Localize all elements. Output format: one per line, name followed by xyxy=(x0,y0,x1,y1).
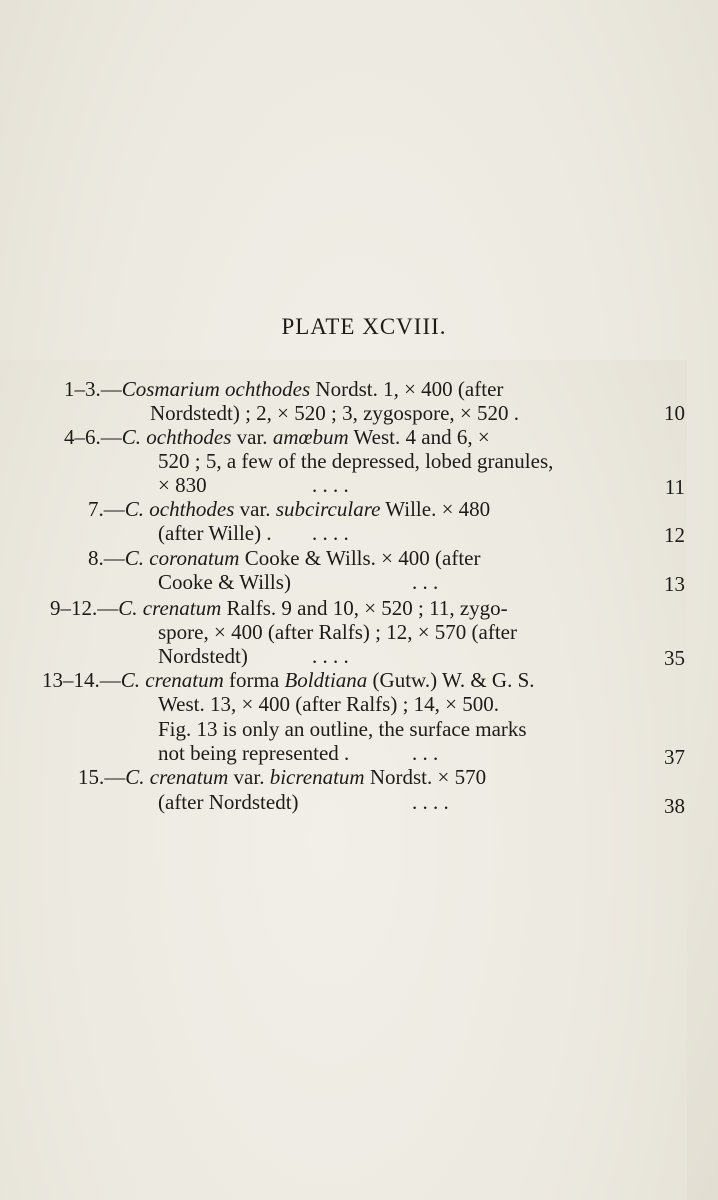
leader-dots: . . . . xyxy=(312,644,349,668)
entry-line: (after Wille) . xyxy=(158,521,272,545)
entry-line: 1–3.—Cosmarium ochthodes Nordst. 1, × 400 (after xyxy=(64,377,504,401)
entry-line: 8.—C. coronatum Cooke & Wills. × 400 (after xyxy=(88,546,481,570)
entry-line: Nordstedt) ; 2, × 520 ; 3, zygospore, × 520 . xyxy=(150,401,519,425)
page-number: 12 xyxy=(664,523,685,547)
entry-line: 520 ; 5, a few of the depressed, lobed granules, xyxy=(158,449,554,473)
entry-line: 9–12.—C. crenatum Ralfs. 9 and 10, × 520 ; 11, zygo- xyxy=(50,596,508,620)
entry-line: 7.—C. ochthodes var. subcirculare Wille. × 480 xyxy=(88,497,491,521)
leader-dots: . . . xyxy=(412,741,439,765)
entry-line: 13–14.—C. crenatum forma Boldtiana (Gutw.) W. & G. S. xyxy=(42,668,535,692)
entry-line: West. 13, × 400 (after Ralfs) ; 14, × 500. xyxy=(158,692,500,716)
page-number: 13 xyxy=(664,572,685,596)
plate-title: PLATE XCVIII. xyxy=(281,314,447,339)
entry-line: Nordstedt) xyxy=(158,644,248,668)
page-number: 38 xyxy=(664,794,685,818)
leader-dots: . . . . xyxy=(312,473,349,497)
entry-line: Fig. 13 is only an outline, the surface marks xyxy=(158,717,527,741)
leader-dots: . . . . xyxy=(312,521,349,545)
page-number: 35 xyxy=(664,646,685,670)
entry-line: spore, × 400 (after Ralfs) ; 12, × 570 (after xyxy=(158,620,517,644)
leader-dots: . . . xyxy=(412,570,439,594)
entry-line: (after Nordstedt) xyxy=(158,790,299,814)
entry-line: 15.—C. crenatum var. bicrenatum Nordst. × 570 xyxy=(78,765,487,789)
page-number: 37 xyxy=(664,745,685,769)
entry-line: Cooke & Wills) xyxy=(158,570,291,594)
page-number: 11 xyxy=(664,475,685,499)
page-number: 10 xyxy=(664,401,685,425)
entry-line: not being represented . xyxy=(158,741,350,765)
entry-line: × 830 xyxy=(158,473,207,497)
entry-line: 4–6.—C. ochthodes var. amœbum West. 4 and 6, × xyxy=(64,425,490,449)
leader-dots: . . . . xyxy=(412,790,449,814)
